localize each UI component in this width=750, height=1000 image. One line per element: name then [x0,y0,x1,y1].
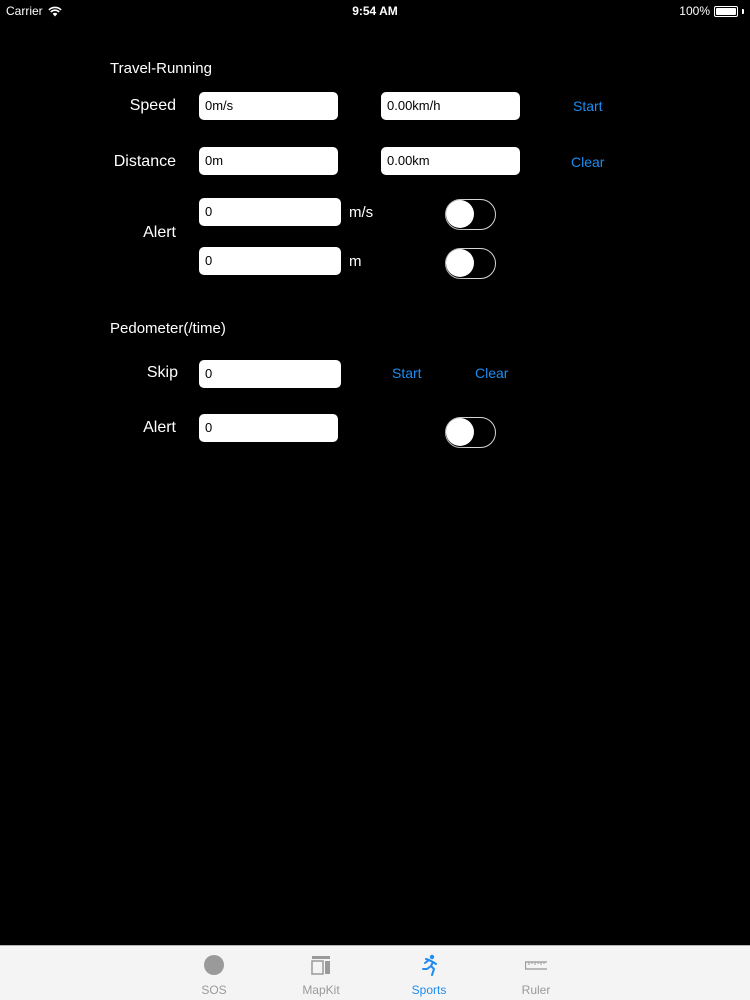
distance-label: Distance [113,153,176,170]
pedometer-alert-field[interactable]: 0 [199,414,338,442]
tab-mapkit-label: MapKit [302,983,340,997]
distance-alert-switch[interactable] [445,248,496,279]
carrier-label: Carrier [6,4,43,18]
distance-km-field[interactable]: 0.00km [381,147,520,175]
pedometer-alert-label: Alert [143,419,176,436]
battery-icon [714,6,738,17]
travel-running-title: Travel-Running [110,60,212,77]
tab-sos[interactable] [169,946,259,1000]
tab-ruler-label: Ruler [521,983,551,997]
speed-kmh-field[interactable]: 0.00km/h [381,92,520,120]
battery-percent: 100% [679,4,710,18]
tab-bar [0,945,750,1000]
skip-field[interactable]: 0 [199,360,341,388]
battery-indicator [679,4,744,18]
status-bar [0,0,750,22]
skip-start-button[interactable]: Start [392,365,422,381]
ruler-icon [525,954,547,976]
pedometer-alert-switch[interactable] [445,417,496,448]
tab-sports[interactable] [384,946,474,1000]
speed-start-button[interactable]: Start [573,98,603,114]
runner-icon [418,954,440,976]
distance-clear-button[interactable]: Clear [571,154,605,170]
tab-ruler[interactable] [491,946,581,1000]
speed-label: Speed [129,97,176,114]
skip-clear-button[interactable]: Clear [475,365,509,381]
distance-alert-field[interactable]: 0 [199,247,341,275]
tab-sos-label: SOS [201,983,227,997]
status-time: 9:54 AM [352,4,398,18]
speed-alert-switch[interactable] [445,199,496,230]
distance-m-field[interactable]: 0m [199,147,338,175]
running-alert-label: Alert [143,224,176,241]
speed-alert-unit: m/s [349,204,374,221]
tab-sports-label: Sports [411,983,447,997]
speed-ms-field[interactable]: 0m/s [199,92,338,120]
circle-icon [203,954,225,976]
pedometer-title: Pedometer(/time) [110,320,226,337]
skip-label: Skip [146,364,178,381]
tab-mapkit[interactable] [276,946,366,1000]
speed-alert-field[interactable]: 0 [199,198,341,226]
map-icon [310,954,332,976]
distance-alert-unit: m [349,253,362,270]
